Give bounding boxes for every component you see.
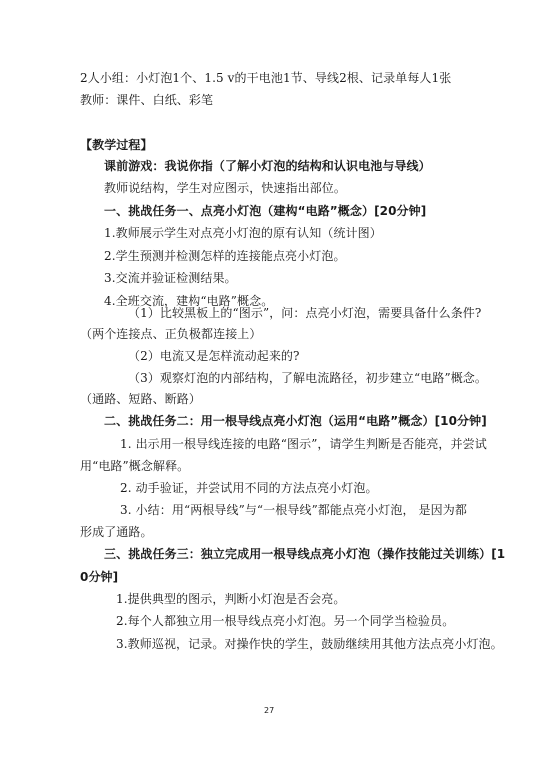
task3-item-3: 3.教师巡视，记录。对操作快的学生，鼓励继续用其他方法点亮小灯泡。: [116, 637, 503, 651]
task3-title-line2: 0分钟]: [80, 570, 119, 584]
section-heading: 【教学过程】: [80, 138, 153, 152]
task1-item-4: 4.全班交流，建构“电路”概念。: [104, 294, 274, 308]
task2-item3-line1: 3. 小结：用“两根导线”与“一根导线”都能点亮小灯泡， 是因为都: [120, 503, 467, 517]
task1-sub3-line2: （通路、短路、断路）: [80, 392, 202, 406]
warmup-desc: 教师说结构，学生对应图示，快速指出部位。: [104, 181, 347, 195]
task2-title: 二、挑战任务二：用一根导线点亮小灯泡（运用“电路”概念）[10分钟]: [104, 414, 487, 428]
task3-item-1: 1.提供典型的图示，判断小灯泡是否会亮。: [116, 592, 346, 606]
task2-item2: 2. 动手验证，并尝试用不同的方法点亮小灯泡。: [120, 481, 378, 495]
task3-item-2: 2.每个人都独立用一根导线点亮小灯泡。另一个同学当检验员。: [116, 614, 455, 628]
task1-item-2: 2.学生预测并检测怎样的连接能点亮小灯泡。: [104, 249, 346, 263]
task1-sub2: （2）电流又是怎样流动起来的?: [128, 349, 300, 363]
task1-item-3: 3.交流并验证检测结果。: [104, 271, 237, 285]
task2-item1-line1: 1. 出示用一根导线连接的电路“图示”，请学生判断是否能亮，并尝试: [120, 437, 487, 451]
task1-sub1-line1: （1）比较黑板上的“图示”，问：点亮小灯泡，需要具备什么条件?: [128, 306, 482, 320]
task1-sub1-line2: （两个连接点、正负极都连接上）: [80, 327, 262, 341]
task3-title-line1: 三、挑战任务三：独立完成用一根导线点亮小灯泡（操作技能过关训练）[1: [104, 547, 506, 561]
task1-item-1: 1.教师展示学生对点亮小灯泡的原有认知（统计图）: [104, 226, 382, 240]
task2-item1-line2: 用“电路”概念解释。: [80, 459, 190, 473]
task1-title: 一、挑战任务一、点亮小灯泡（建构“电路”概念）[20分钟]: [104, 204, 427, 218]
task1-sub3-line1: （3）观察灯泡的内部结构，了解电流路径，初步建立“电路”概念。: [128, 371, 488, 385]
materials-group: 2人小组：小灯泡1个、1.5 v的干电池1节、导线2根、记录单每人1张: [80, 71, 452, 85]
task2-item3-line2: 形成了通路。: [80, 525, 153, 539]
materials-teacher: 教师：课件、白纸、彩笔: [80, 93, 214, 107]
warmup-title: 课前游戏：我说你指（了解小灯泡的结构和认识电池与导线）: [104, 159, 431, 173]
page-number: 27: [264, 706, 275, 715]
